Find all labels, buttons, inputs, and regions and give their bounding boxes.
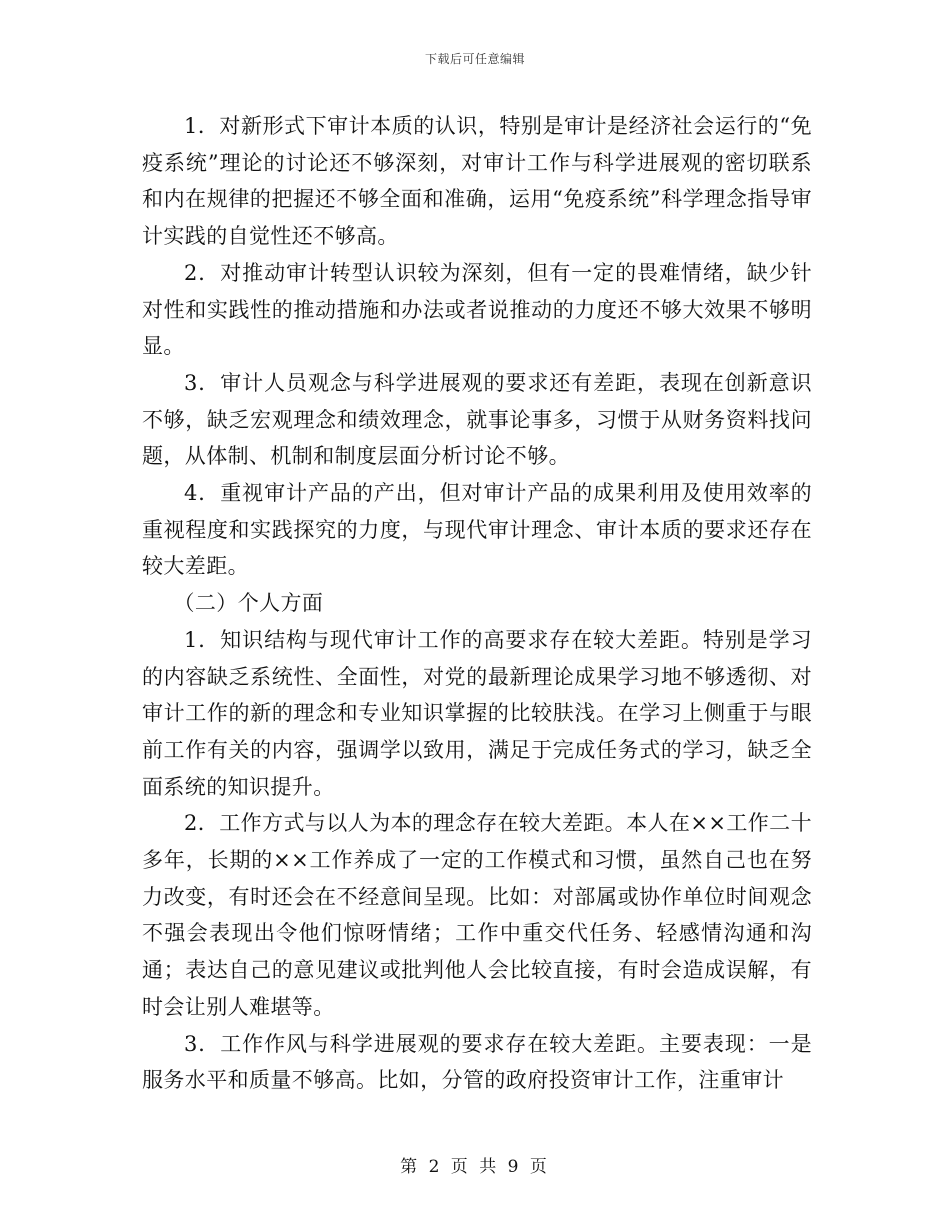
paragraph-2: 2．对推动审计转型认识较为深刻，但有一定的畏难情绪，缺少针对性和实践性的推动措施和办法或者说推动的力度还不够大效果不够明显。 [142, 260, 812, 359]
paragraph-3: 3．审计人员观念与科学进展观的要求还有差距，表现在创新意识不够，缺乏宏观理念和绩效理念，就事论事多，习惯于从财务资料找问题，从体制、机制和制度层面分析讨论不够。 [142, 370, 812, 469]
paragraph-4: 4．重视审计产品的产出，但对审计产品的成果利用及使用效率的重视程度和实践探究的力度，与现代审计理念、审计本质的要求还存在较大差距。 [142, 481, 812, 579]
paragraph-5: 1．知识结构与现代审计工作的高要求存在较大差距。特别是学习的内容缺乏系统性、全面性，对党的最新理论成果学习地不够透彻、对审计工作的新的理念和专业知识掌握的比较肤浅。在学习上侧重于与眼前工作有关的内容，强调学以致用，满足于完成任务式的学习，缺乏全面系统的知识提升。 [142, 627, 812, 799]
paragraph-6: 2．工作方式与以人为本的理念存在较大差距。本人在××工作二十多年，长期的××工作养成了一定的工作模式和习惯，虽然自己也在努力改变，有时还会在不经意间呈现。比如：对部属或协作单位时间观念不强会表现出令他们惊呀情绪；工作中重交代任务、轻感情沟通和沟通；表达自己的意见建议或批判他人会比较直接，有时会造成误解，有时会让别人难堪等。 [142, 811, 812, 1019]
document-body [142, 108, 812, 1099]
paragraph-7: 3．工作作风与科学进展观的要求存在较大差距。主要表现：一是服务水平和质量不够高。比如，分管的政府投资审计工作，注重审计 [142, 1031, 812, 1093]
page-header: 下载后可任意编辑 [424, 52, 525, 66]
section-heading-personal: （二）个人方面 [173, 591, 324, 616]
page-number: 第 2 页 共 9 页 [400, 1157, 550, 1177]
paragraph-1: 1．对新形式下审计本质的认识，特别是审计是经济社会运行的“免疫系统”理论的讨论还不够深刻，对审计工作与科学进展观的密切联系和内在规律的把握还不够全面和准确，运用“免疫系统”科学理念指导审计实践的自觉性还不够高。 [142, 114, 812, 249]
